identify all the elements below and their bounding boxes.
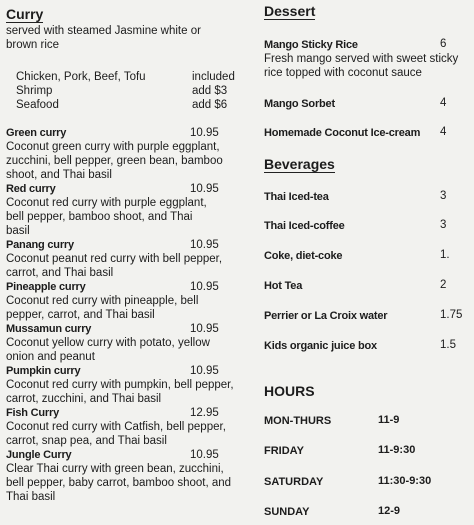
dish-price: 10.95 — [190, 183, 219, 195]
option-price: add $3 — [192, 85, 228, 97]
beverage-item — [264, 217, 464, 233]
beverage-price: 1.5 — [440, 339, 456, 351]
dish-name: Fish Curry — [6, 407, 60, 419]
dish-name: Jungle Curry — [6, 449, 72, 461]
beverage-name: Hot Tea — [264, 280, 303, 292]
dish-desc-line: basil — [6, 225, 30, 237]
dish-desc-line: Coconut red curry with pineapple, bell — [6, 295, 199, 307]
dish-desc-line: Coconut peanut red curry with bell pepper, — [6, 253, 223, 265]
dish-price: 10.95 — [190, 239, 219, 251]
dessert-name: Mango Sorbet — [264, 98, 335, 110]
option-price: add $6 — [192, 99, 228, 111]
dish-desc-line: pepper, carrot, and Thai basil — [6, 309, 155, 321]
dish-price: 10.95 — [190, 449, 219, 461]
dish-name: Red curry — [6, 183, 56, 195]
hours-day: FRIDAY — [264, 445, 304, 457]
beverage-name: Kids organic juice box — [264, 340, 377, 352]
hours-row — [264, 442, 470, 458]
hours-row — [264, 412, 470, 428]
beverage-name: Coke, diet-coke — [264, 250, 343, 262]
dessert-name: Mango Sticky Rice — [264, 39, 358, 51]
dish-green-curry — [6, 126, 256, 182]
curry-title: Curry — [6, 6, 44, 22]
beverage-price: 2 — [440, 279, 447, 291]
dish-name: Panang curry — [6, 239, 74, 251]
dish-name: Mussamun curry — [6, 323, 92, 335]
dish-desc-line: bell pepper, bamboo shoot, and Thai — [6, 211, 193, 223]
curry-section — [6, 0, 256, 504]
dish-desc-line: Coconut green curry with purple eggplant, — [6, 141, 220, 153]
hours-time: 12-9 — [378, 505, 401, 517]
dish-name: Green curry — [6, 127, 67, 139]
dish-fish-curry — [6, 406, 256, 448]
dish-desc-line: Coconut yellow curry with potato, yellow — [6, 337, 210, 349]
dish-mussamun-curry — [6, 322, 256, 364]
dish-name: Pumpkin curry — [6, 365, 81, 377]
hours-row — [264, 473, 470, 489]
dish-name: Pineapple curry — [6, 281, 86, 293]
dish-desc-line: Coconut red curry with pumpkin, bell pepper, — [6, 379, 234, 391]
curry-subtitle-line2: brown rice — [6, 39, 60, 51]
dish-jungle-curry — [6, 448, 256, 504]
dessert-price: 6 — [440, 38, 447, 50]
beverage-price: 3 — [440, 219, 447, 231]
beverage-item — [264, 247, 464, 263]
beverages-title: Beverages — [264, 156, 335, 172]
beverage-name: Thai Iced-coffee — [264, 220, 345, 232]
dish-price: 10.95 — [190, 127, 219, 139]
dish-pumpkin-curry — [6, 364, 256, 406]
dish-desc-line: carrot, and Thai basil — [6, 267, 114, 279]
beverage-item — [264, 277, 464, 293]
dish-red-curry — [6, 182, 256, 238]
hours-time: 11-9 — [378, 414, 400, 426]
beverage-price: 3 — [440, 190, 447, 202]
option-row — [6, 98, 256, 112]
dish-pineapple-curry — [6, 280, 256, 322]
hours-row — [264, 503, 470, 519]
beverage-price: 1. — [440, 249, 450, 261]
beverage-item — [264, 307, 464, 323]
dish-price: 10.95 — [190, 365, 219, 377]
hours-title: HOURS — [264, 383, 315, 399]
dish-price: 10.95 — [190, 323, 219, 335]
dish-desc-line: carrot, zucchini, and Thai basil — [6, 393, 162, 405]
dish-desc-line: zucchini, bell pepper, green bean, bamboo — [6, 155, 223, 167]
option-name: Chicken, Pork, Beef, Tofu — [16, 71, 146, 83]
dish-panang-curry — [6, 238, 256, 280]
option-row — [6, 70, 256, 84]
dessert-price: 4 — [440, 126, 447, 138]
option-price: included — [192, 71, 235, 83]
dish-desc-line: Coconut red curry with Catfish, bell pepper, — [6, 421, 226, 433]
hours-day: SUNDAY — [264, 506, 310, 518]
dish-desc-line: shoot, and Thai basil — [6, 169, 112, 181]
option-row — [6, 84, 256, 98]
beverage-item — [264, 337, 464, 353]
option-name: Seafood — [16, 99, 59, 111]
beverage-price: 1.75 — [440, 309, 463, 321]
dessert-price: 4 — [440, 97, 447, 109]
curry-subtitle-line1: served with steamed Jasmine white or — [6, 25, 201, 37]
dish-desc-line: carrot, snap pea, and Thai basil — [6, 435, 167, 447]
dessert-item — [264, 124, 464, 140]
option-name: Shrimp — [16, 85, 53, 97]
dessert-title: Dessert — [264, 3, 316, 19]
dish-desc-line: bell pepper, baby carrot, bamboo shoot, and — [6, 477, 232, 489]
dessert-desc-line: Fresh mango served with sweet sticky — [264, 53, 459, 65]
hours-day: MON-THURS — [264, 415, 332, 427]
dish-desc-line: onion and peanut — [6, 351, 95, 363]
beverage-item — [264, 188, 464, 204]
beverage-name: Thai Iced-tea — [264, 191, 329, 203]
hours-day: SATURDAY — [264, 476, 324, 488]
dish-desc-line: Thai basil — [6, 491, 56, 503]
dessert-item — [264, 95, 464, 111]
dessert-name: Homemade Coconut Ice-cream — [264, 127, 421, 139]
dessert-desc-line: rice topped with coconut sauce — [264, 67, 422, 79]
beverage-name: Perrier or La Croix water — [264, 310, 388, 322]
dish-price: 10.95 — [190, 281, 219, 293]
dessert-item — [264, 36, 464, 52]
dish-price: 12.95 — [190, 407, 219, 419]
dish-desc-line: Coconut red curry with purple eggplant, — [6, 197, 207, 209]
hours-time: 11:30-9:30 — [378, 475, 432, 487]
dish-desc-line: Clear Thai curry with green bean, zucchini, — [6, 463, 224, 475]
hours-time: 11-9:30 — [378, 444, 416, 456]
